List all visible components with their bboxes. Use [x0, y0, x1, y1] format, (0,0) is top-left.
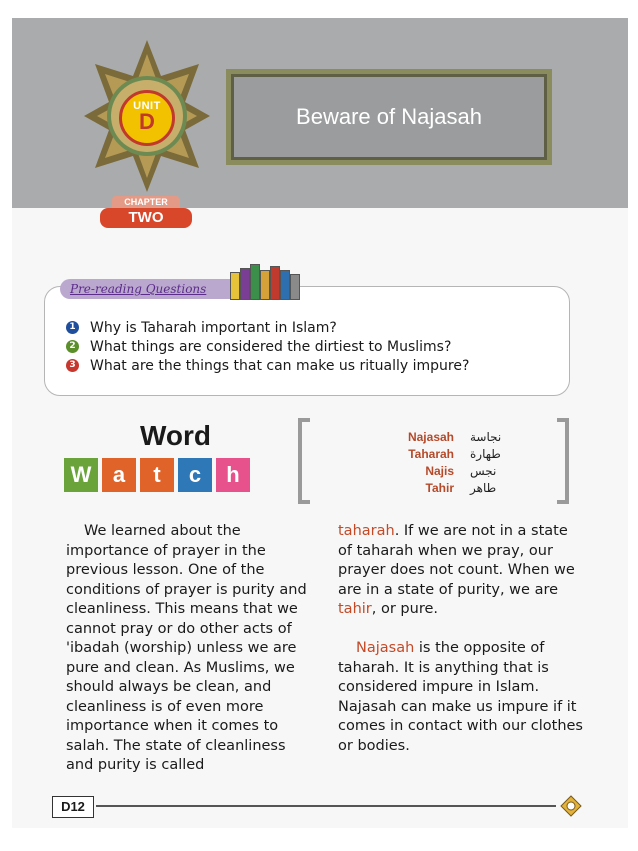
body-text: . If we are not in a state of taharah when we pray, our prayer does not count. When we are in a state of purity, we are: [338, 523, 575, 598]
vocab-row: [380, 479, 501, 496]
body-paragraph: [66, 522, 316, 776]
books-icon: [230, 262, 302, 300]
vocab-arabic: نجاسة: [470, 429, 502, 444]
watch-letter-tile: h: [216, 458, 250, 492]
question-item: [66, 356, 469, 375]
word-watch-heading: Word: [140, 420, 212, 451]
vocab-arabic: نجس: [470, 463, 497, 478]
word-watch-tiles: [64, 458, 254, 492]
watch-letter-tile: t: [140, 458, 174, 492]
vocab-list: [380, 428, 501, 496]
vocab-row: [380, 462, 501, 479]
unit-letter: D: [139, 109, 155, 134]
title-panel: [231, 74, 547, 160]
vocab-row: [380, 445, 501, 462]
question-list: [66, 318, 469, 375]
vocab-arabic: طاهر: [470, 480, 497, 495]
body-column-right: [338, 522, 586, 756]
vocab-bracket-right: [557, 418, 569, 504]
vocab-arabic: طهارة: [470, 446, 501, 461]
chapter-value: TWO: [100, 208, 192, 228]
question-number-badge: 2: [66, 340, 79, 353]
question-text: What are the things that can make us ritually impure?: [90, 357, 470, 374]
chapter-label: CHAPTER: [112, 196, 180, 208]
watch-letter-tile: W: [64, 458, 98, 492]
title-frame: [226, 69, 552, 165]
body-text: We learned about the importance of prayer in the previous lesson. One of the conditions of prayer is purity and cleanliness. This means that we cannot pray or do other acts of 'ibadah (worship) unless we are pure and clean. As Muslims, we should always be clean, and cleanliness is of even more importance when it comes to salah. The state of cleanliness and purity is called: [66, 523, 307, 773]
page-title: Beware of Najasah: [296, 104, 482, 129]
question-number-badge: 3: [66, 359, 79, 372]
vocab-bracket-left: [298, 418, 310, 504]
body-column-left: [66, 522, 316, 776]
vocab-term: Najasah: [407, 429, 454, 444]
vocab-term: Najis: [425, 463, 454, 478]
unit-badge: [119, 90, 175, 146]
question-item: [66, 318, 469, 337]
question-text: Why is Taharah important in Islam?: [90, 319, 337, 336]
page-number: D12: [52, 796, 94, 818]
question-text: What things are considered the dirtiest to Muslims?: [90, 338, 452, 355]
body-paragraph: [338, 522, 586, 620]
question-item: [66, 337, 469, 356]
question-number-badge: 1: [66, 321, 79, 334]
body-paragraph: [338, 639, 586, 756]
footer-ornament-icon: [560, 795, 582, 817]
watch-letter-tile: c: [178, 458, 212, 492]
term-highlight: tahir: [338, 601, 372, 617]
term-highlight: taharah: [338, 523, 395, 539]
vocab-term: Tahir: [425, 480, 454, 495]
watch-letter-tile: a: [102, 458, 136, 492]
vocab-row: [380, 428, 501, 445]
unit-label: UNIT: [133, 100, 161, 112]
vocab-term: Taharah: [408, 446, 454, 461]
footer-rule: [96, 805, 556, 807]
term-highlight: Najasah: [356, 640, 415, 656]
prereading-tag: Pre-reading Questions: [60, 279, 236, 299]
body-text: , or pure.: [371, 601, 438, 617]
chapter-badge: [100, 196, 192, 230]
body-text: is the opposite of taharah. It is anything that is considered impure in Islam. Najasah can make us impure if it comes in contact with our clothes or bodies.: [338, 640, 583, 754]
